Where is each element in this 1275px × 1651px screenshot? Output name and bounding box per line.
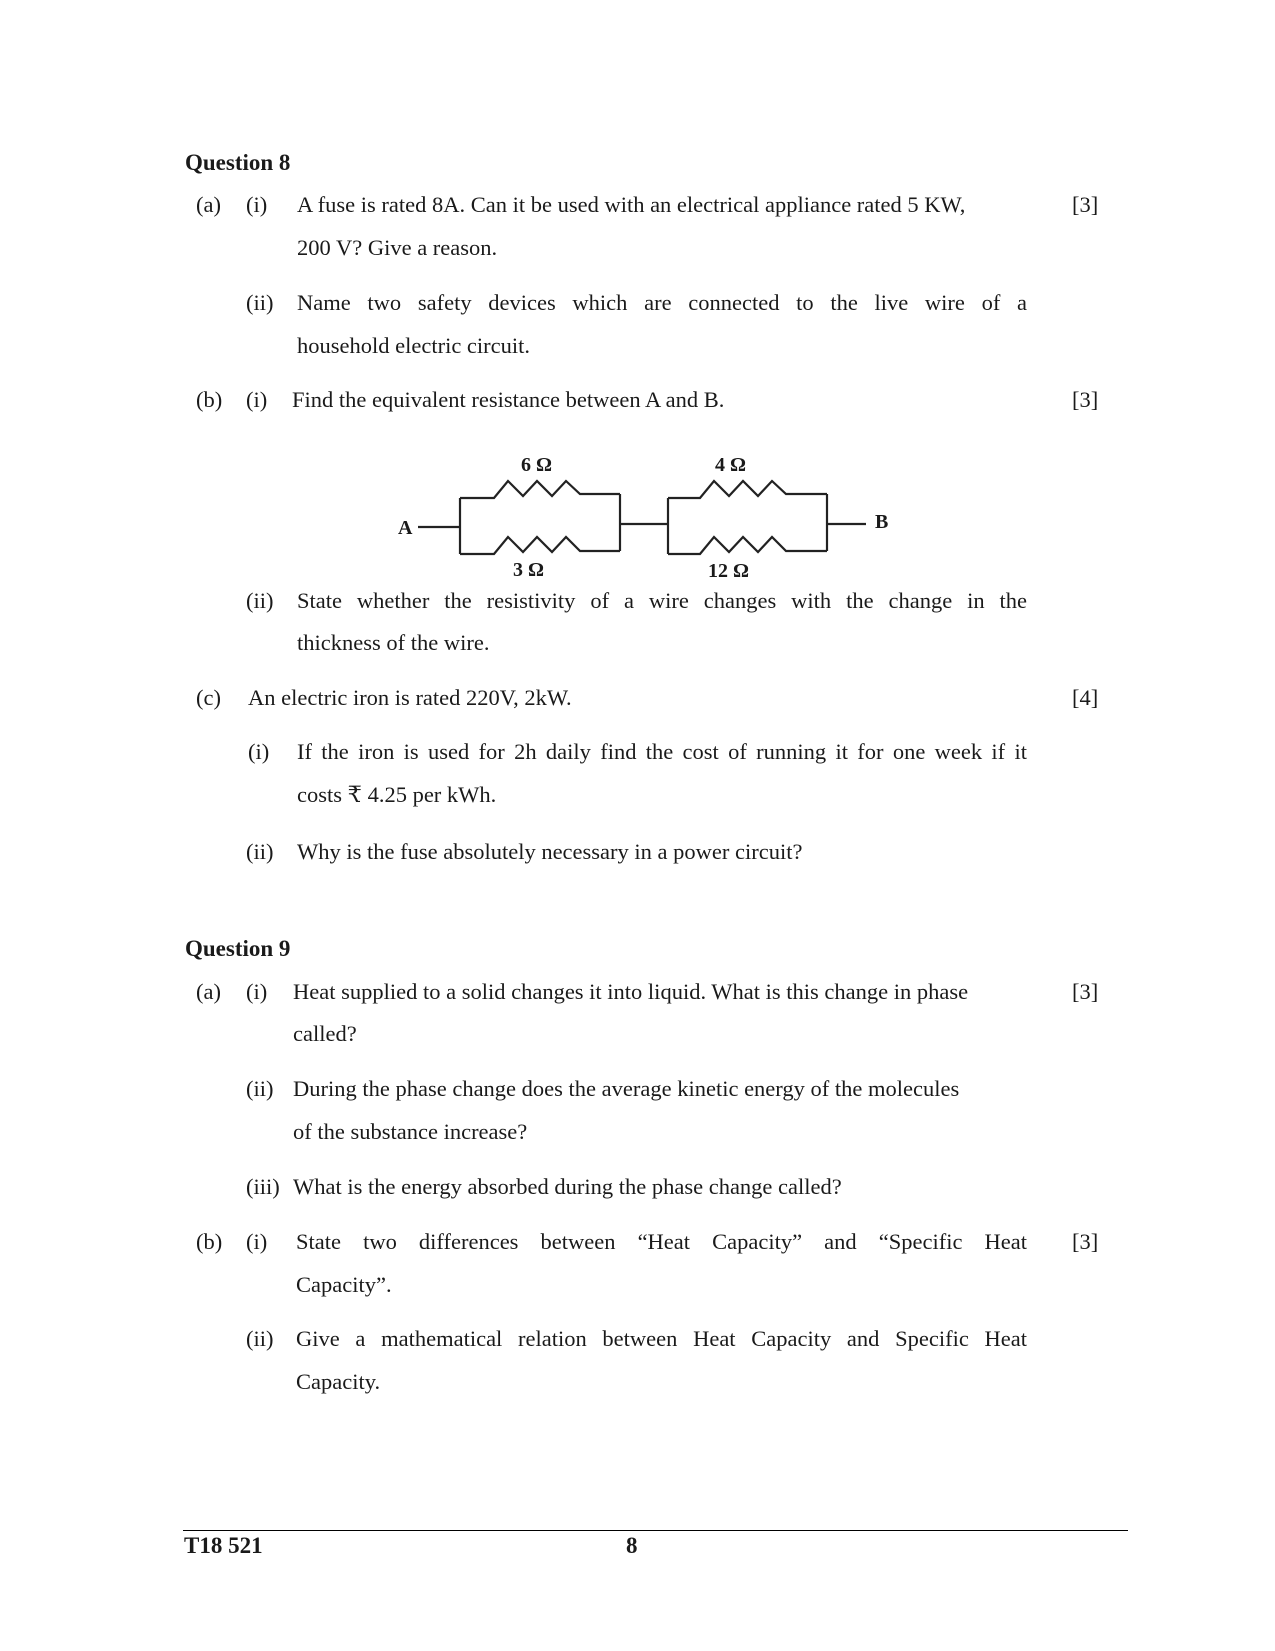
question-9-title: Question 9 <box>185 936 291 961</box>
question-text-9a-i-line1: Heat supplied to a solid changes it into liquid. What is this change in phase <box>293 979 969 1004</box>
part-label-8b: (b) <box>196 387 223 412</box>
question-text-9b-ii-line2: Capacity. <box>296 1369 381 1394</box>
question-text-8b-ii-line1: State whether the resistivity of a wire changes with the change in the <box>297 588 1027 613</box>
subpart-label-8b-ii: (ii) <box>246 588 274 613</box>
subpart-label-8a-i: (i) <box>246 192 268 217</box>
part-label-9b: (b) <box>196 1229 223 1254</box>
question-text-8a-ii-line1: Name two safety devices which are connected to the live wire of a <box>297 290 1027 315</box>
resistor-4-ohm-label: 4 Ω <box>715 454 747 476</box>
marks-9b: [3] <box>1072 1229 1099 1254</box>
subpart-label-9b-ii: (ii) <box>246 1326 274 1351</box>
question-8-title: Question 8 <box>185 150 291 175</box>
footer-rule <box>183 1530 1128 1531</box>
part-label-8c: (c) <box>196 685 221 710</box>
subpart-label-9a-iii: (iii) <box>246 1174 280 1199</box>
subpart-label-8a-ii: (ii) <box>246 290 274 315</box>
subpart-label-9a-ii: (ii) <box>246 1076 274 1101</box>
subpart-label-8c-i: (i) <box>248 739 270 764</box>
marks-8a: [3] <box>1072 192 1099 217</box>
terminal-b-label: B <box>875 511 889 533</box>
question-text-8c: An electric iron is rated 220V, 2kW. <box>248 685 572 710</box>
question-text-9a-i-line2: called? <box>293 1021 357 1046</box>
question-text-9b-ii-line1: Give a mathematical relation between Heat Capacity and Specific Heat <box>296 1326 1027 1351</box>
question-text-8c-i-line2: costs ₹ 4.25 per kWh. <box>297 782 497 807</box>
subpart-label-8b-i: (i) <box>246 387 268 412</box>
part-label-9a: (a) <box>196 979 221 1004</box>
marks-8c: [4] <box>1072 685 1099 710</box>
question-text-8b-ii-line2: thickness of the wire. <box>297 630 490 655</box>
question-text-8c-ii: Why is the fuse absolutely necessary in a power circuit? <box>297 839 803 864</box>
page-number: 8 <box>626 1533 638 1558</box>
question-text-9a-ii-line1: During the phase change does the average kinetic energy of the molecules <box>293 1076 960 1101</box>
paper-code: T18 521 <box>184 1533 263 1558</box>
question-text-9a-ii-line2: of the substance increase? <box>293 1119 528 1144</box>
resistor-3-ohm-label: 3 Ω <box>513 559 545 581</box>
resistor-6-ohm-label: 6 Ω <box>521 454 553 476</box>
question-text-8c-i-line1: If the iron is used for 2h daily find the cost of running it for one week if it <box>297 739 1027 764</box>
subpart-label-9a-i: (i) <box>246 979 268 1004</box>
question-text-8a-ii-line2: household electric circuit. <box>297 333 531 358</box>
question-text-8a-i-line1: A fuse is rated 8A. Can it be used with an electrical appliance rated 5 KW, <box>297 192 966 217</box>
question-text-9b-i-line1: State two differences between “Heat Capacity” and “Specific Heat <box>296 1229 1027 1254</box>
subpart-label-8c-ii: (ii) <box>246 839 274 864</box>
marks-9a: [3] <box>1072 979 1099 1004</box>
question-text-9b-i-line2: Capacity”. <box>296 1272 392 1297</box>
part-label-8a: (a) <box>196 192 221 217</box>
question-text-9a-iii: What is the energy absorbed during the phase change called? <box>293 1174 842 1199</box>
question-text-8a-i-line2: 200 V? Give a reason. <box>297 235 498 260</box>
subpart-label-9b-i: (i) <box>246 1229 268 1254</box>
question-text-8b-i: Find the equivalent resistance between A and B. <box>292 387 725 412</box>
terminal-a-label: A <box>398 517 413 539</box>
marks-8b: [3] <box>1072 387 1099 412</box>
resistor-12-ohm-label: 12 Ω <box>708 560 750 582</box>
